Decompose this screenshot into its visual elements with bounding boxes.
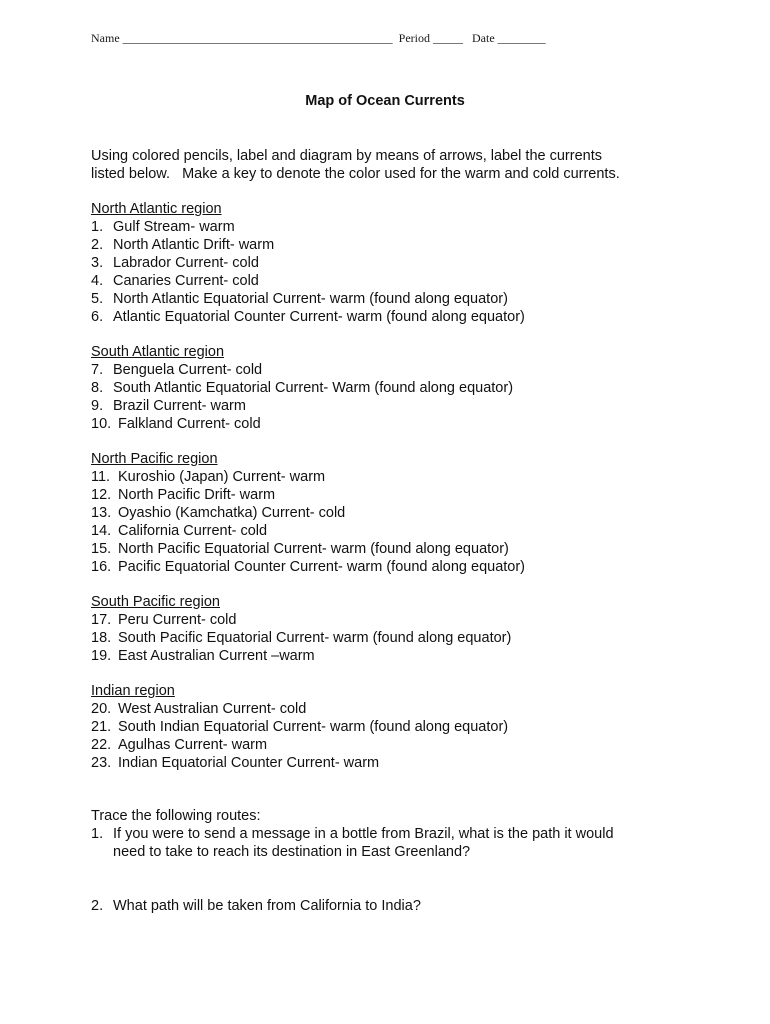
list-item — [91, 611, 236, 629]
item-text: East Australian Current –warm — [118, 648, 315, 664]
item-text: Indian Equatorial Counter Current- warm — [118, 755, 380, 771]
item-number: 17. — [91, 612, 112, 628]
item-number: 20. — [91, 701, 112, 717]
item-number: 1. — [91, 219, 104, 235]
period-blank: _____ — [433, 31, 463, 45]
item-number: 13. — [91, 505, 112, 521]
item-text: North Atlantic Drift- warm — [113, 237, 275, 253]
region-heading-indian: Indian region — [91, 683, 175, 699]
item-number: 12. — [91, 487, 112, 503]
list-item — [91, 718, 508, 736]
name-label: Name — [91, 31, 120, 45]
item-number: 16. — [91, 559, 112, 575]
list-item — [91, 486, 275, 504]
instructions-line-2: listed below. Make a key to denote the color used for the warm and cold currents. — [91, 166, 620, 182]
list-item — [91, 540, 509, 558]
list-item — [91, 754, 379, 772]
region-heading-south-pacific: South Pacific region — [91, 594, 220, 610]
list-item — [91, 361, 262, 379]
list-item — [91, 468, 325, 486]
item-text: Benguela Current- cold — [113, 362, 263, 378]
list-item — [91, 236, 274, 254]
region-heading-north-pacific: North Pacific region — [91, 451, 218, 467]
item-number: 5. — [91, 291, 104, 307]
question-number: 1. — [91, 826, 104, 842]
region-heading-south-atlantic: South Atlantic region — [91, 344, 225, 360]
route-question-1-continued: need to take to reach its destination in East Greenland? — [113, 844, 471, 860]
list-item — [91, 647, 315, 665]
item-text: South Indian Equatorial Current- warm (found along equator) — [118, 719, 509, 735]
item-number: 6. — [91, 309, 104, 325]
item-number: 8. — [91, 380, 104, 396]
list-item — [91, 522, 267, 540]
item-number: 18. — [91, 630, 112, 646]
item-text: South Pacific Equatorial Current- warm (found along equator) — [118, 630, 512, 646]
item-number: 22. — [91, 737, 112, 753]
item-text: North Atlantic Equatorial Current- warm (found along equator) — [113, 291, 508, 307]
item-number: 21. — [91, 719, 112, 735]
item-text: Pacific Equatorial Counter Current- warm (found along equator) — [118, 559, 526, 575]
item-text: Oyashio (Kamchatka) Current- cold — [118, 505, 346, 521]
list-item — [91, 272, 259, 290]
item-text: Canaries Current- cold — [113, 273, 259, 289]
item-number: 10. — [91, 416, 112, 432]
item-text: Gulf Stream- warm — [113, 219, 235, 235]
list-item — [91, 254, 259, 272]
item-text: Atlantic Equatorial Counter Current- warm (found along equator) — [113, 309, 525, 325]
item-number: 14. — [91, 523, 112, 539]
list-item — [91, 415, 261, 433]
list-item — [91, 700, 306, 718]
item-text: North Pacific Drift- warm — [118, 487, 276, 503]
list-item — [91, 736, 267, 754]
item-text: Kuroshio (Japan) Current- warm — [118, 469, 326, 485]
item-text: Falkland Current- cold — [118, 416, 261, 432]
list-item — [91, 504, 345, 522]
instructions-line-1: Using colored pencils, label and diagram by means of arrows, label the currents — [91, 148, 602, 164]
routes-heading: Trace the following routes: — [91, 808, 261, 824]
list-item — [91, 290, 508, 308]
item-number: 15. — [91, 541, 112, 557]
list-item — [91, 397, 246, 415]
list-item — [91, 629, 511, 647]
item-number: 19. — [91, 648, 112, 664]
date-blank: ________ — [497, 31, 546, 45]
item-number: 9. — [91, 398, 104, 414]
header-line — [91, 31, 546, 46]
period-label: Period — [398, 31, 430, 45]
list-item — [91, 308, 525, 326]
item-text: Brazil Current- warm — [113, 398, 246, 414]
item-text: Peru Current- cold — [118, 612, 237, 628]
item-text: North Pacific Equatorial Current- warm (found along equator) — [118, 541, 509, 557]
list-item — [91, 379, 513, 397]
question-text: What path will be taken from California to India? — [113, 898, 421, 914]
item-text: California Current- cold — [118, 523, 268, 539]
name-blank: _____________________________________________ — [122, 31, 393, 45]
route-question-1 — [91, 825, 614, 843]
page-title: Map of Ocean Currents — [305, 93, 465, 109]
list-item — [91, 558, 525, 576]
list-item — [91, 218, 235, 236]
item-number: 3. — [91, 255, 104, 271]
route-question-2 — [91, 897, 421, 915]
date-label: Date — [472, 31, 495, 45]
item-text: Agulhas Current- warm — [118, 737, 268, 753]
region-heading-north-atlantic: North Atlantic region — [91, 201, 222, 217]
item-number: 23. — [91, 755, 112, 771]
question-text: If you were to send a message in a bottle from Brazil, what is the path it would — [113, 826, 614, 842]
item-number: 7. — [91, 362, 104, 378]
item-number: 11. — [91, 469, 111, 485]
item-text: South Atlantic Equatorial Current- Warm (found along equator) — [113, 380, 514, 396]
question-number: 2. — [91, 898, 104, 914]
item-number: 2. — [91, 237, 104, 253]
item-text: Labrador Current- cold — [113, 255, 259, 271]
item-number: 4. — [91, 273, 104, 289]
item-text: West Australian Current- cold — [118, 701, 307, 717]
